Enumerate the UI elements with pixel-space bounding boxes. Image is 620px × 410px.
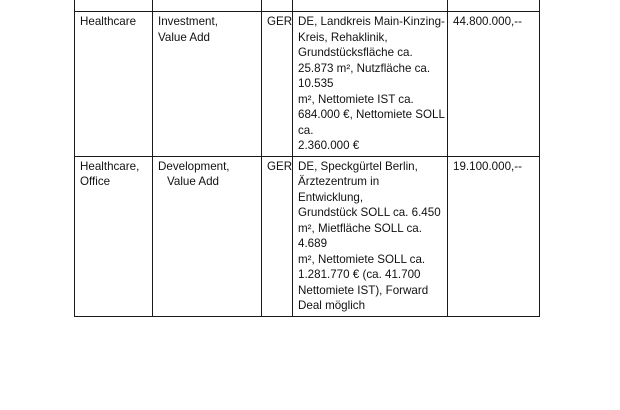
price-text: 44.800.000,-- bbox=[453, 15, 522, 28]
description-line: 10.535 bbox=[298, 77, 334, 90]
description-line: Grundstücksfläche ca. bbox=[298, 46, 413, 59]
cell-sector bbox=[75, 156, 153, 316]
description-line: Grundstück SOLL ca. 6.450 bbox=[298, 206, 441, 219]
description-line: ca. bbox=[298, 123, 314, 137]
description-line: 2.360.000 € bbox=[298, 139, 360, 152]
strategy-text: Value Add bbox=[158, 30, 211, 44]
description-line: 25.873 m², Nutzfläche ca. bbox=[298, 61, 431, 75]
description-line: 1.281.770 € (ca. 41.700 bbox=[298, 268, 421, 281]
description-line: Kreis, Rehaklinik, bbox=[298, 30, 388, 44]
description-line: Ärztezentrum in bbox=[298, 175, 380, 188]
cell-sector bbox=[75, 0, 153, 12]
cell-price bbox=[448, 0, 540, 12]
description-line: 684.000 €, Nettomiete SOLL bbox=[298, 108, 445, 121]
cell-price bbox=[448, 12, 540, 157]
strategy-text: Investment, bbox=[158, 15, 218, 28]
table-row bbox=[75, 12, 540, 157]
table-row bbox=[75, 156, 540, 316]
cell-strategy bbox=[153, 12, 262, 157]
description-line: m², Mietfläche SOLL ca. bbox=[298, 221, 422, 235]
cell-country bbox=[262, 156, 293, 316]
cell-description bbox=[293, 0, 448, 12]
strategy-text: Value Add bbox=[167, 175, 220, 188]
description-line: DE, Speckgürtel Berlin, bbox=[298, 159, 418, 173]
cell-country bbox=[262, 0, 293, 12]
property-table bbox=[74, 0, 540, 317]
price-text: 19.100.000,-- bbox=[453, 159, 522, 173]
cell-strategy bbox=[153, 156, 262, 316]
sector-text: Healthcare, bbox=[80, 159, 140, 173]
description-line: Entwicklung, bbox=[298, 190, 364, 204]
cell-description bbox=[293, 12, 448, 157]
table-row-cut-off bbox=[75, 0, 540, 12]
country-text: GER bbox=[267, 159, 293, 173]
country-text: GER bbox=[267, 15, 293, 28]
strategy-text: Development, bbox=[158, 159, 230, 173]
cell-sector bbox=[75, 12, 153, 157]
cell-strategy bbox=[153, 0, 262, 12]
description-line: m², Nettomiete SOLL ca. bbox=[298, 252, 426, 266]
description-line: Deal möglich bbox=[298, 299, 366, 312]
cell-description bbox=[293, 156, 448, 316]
description-line: DE, Landkreis Main-Kinzing- bbox=[298, 15, 445, 28]
sector-text: Office bbox=[80, 175, 111, 188]
description-line: Nettomiete IST), Forward bbox=[298, 283, 429, 297]
cell-price bbox=[448, 156, 540, 316]
sector-text: Healthcare bbox=[80, 15, 137, 28]
cell-country bbox=[262, 12, 293, 157]
description-line: 4.689 bbox=[298, 237, 328, 250]
description-line: m², Nettomiete IST ca. bbox=[298, 92, 414, 106]
